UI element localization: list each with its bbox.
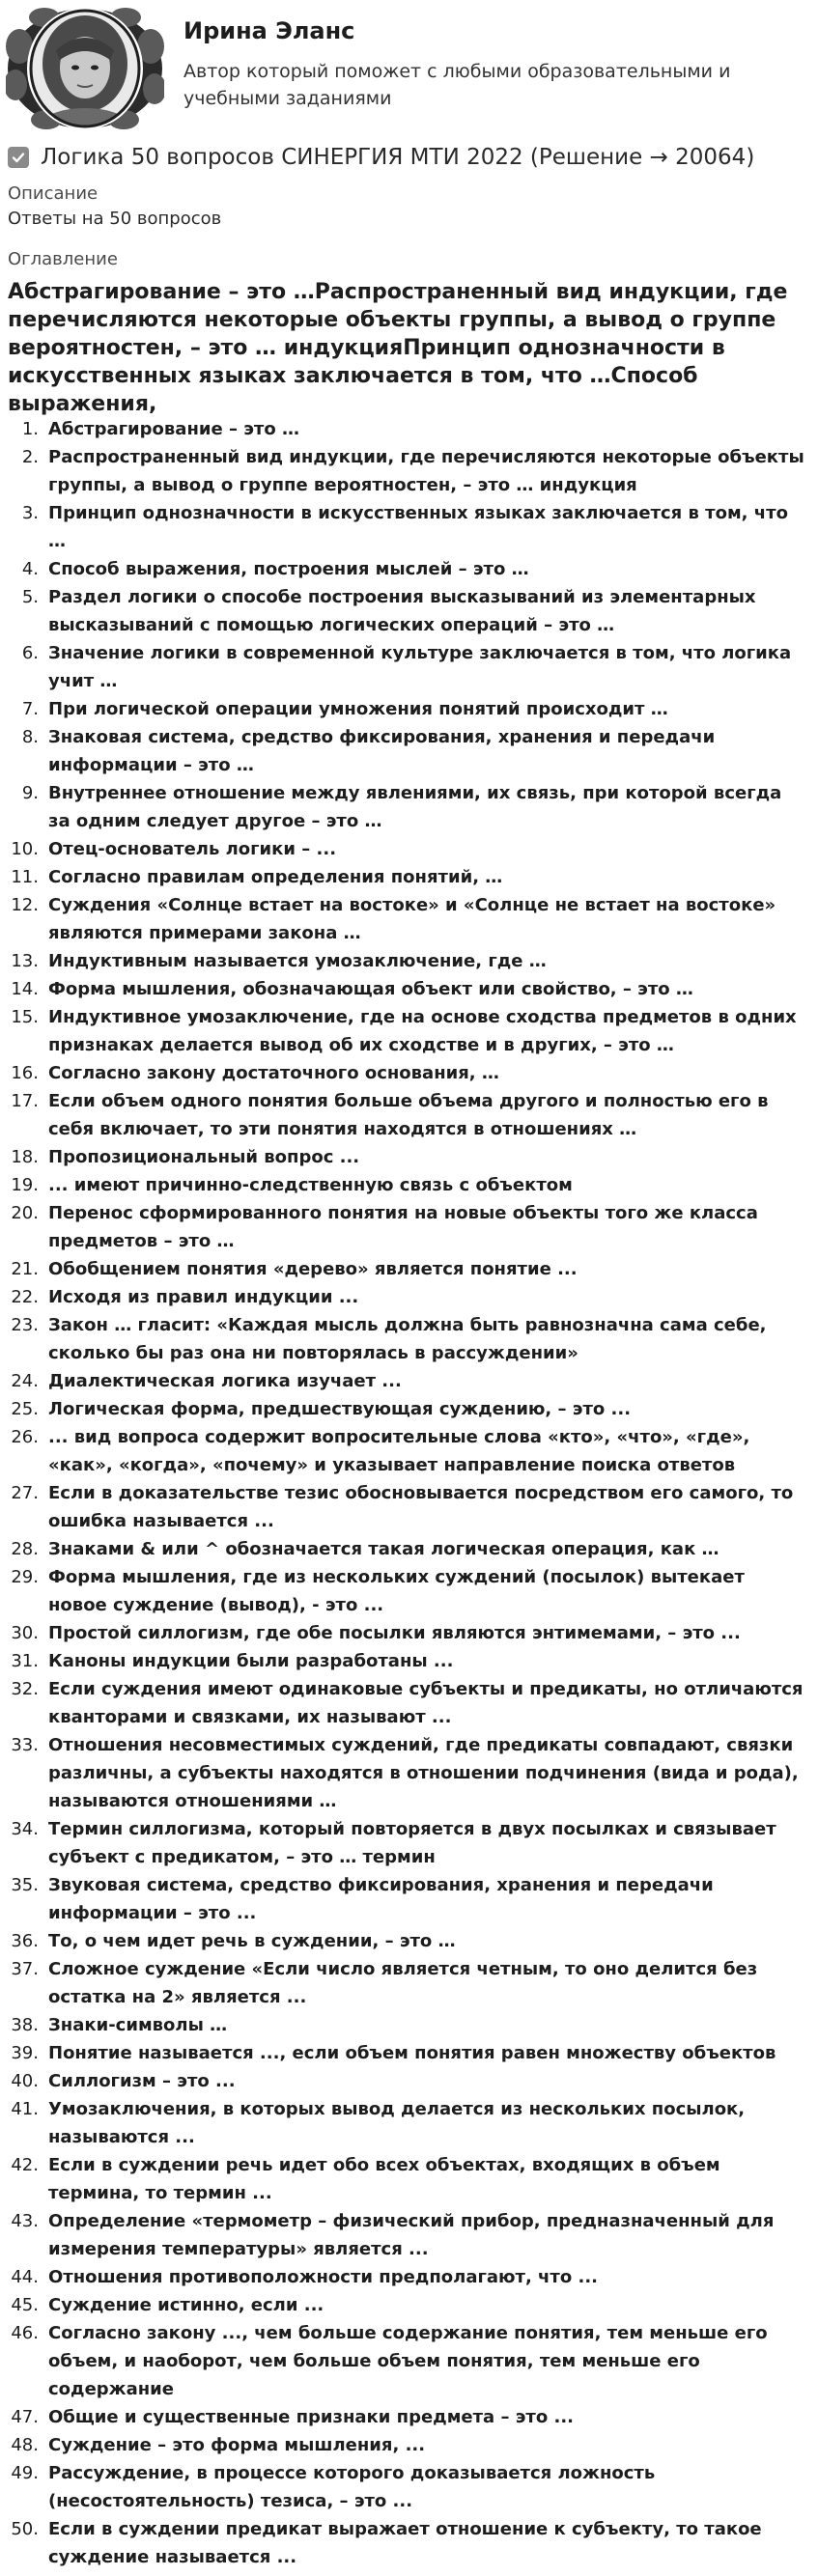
toc-item-link[interactable]: Согласно правилам определения понятий, … <box>48 867 503 887</box>
toc-item-link[interactable]: Суждение – это форма мышления, ... <box>48 2435 426 2455</box>
toc-item <box>0 779 818 835</box>
toc-item-link[interactable]: Простой силлогизм, где обе посылки являются энтимемами, – это ... <box>48 1623 741 1643</box>
toc-item-number: 49. <box>11 2463 39 2483</box>
toc-item-link[interactable]: Общие и существенные признаки предмета – это ... <box>48 2407 574 2427</box>
toc-item <box>0 2095 818 2151</box>
avatar[interactable] <box>6 8 164 129</box>
toc-item-link[interactable]: Знаковая система, средство фиксирования, хранения и передачи информации – это … <box>48 727 716 775</box>
toc-item <box>0 723 818 779</box>
toc-item-number: 5. <box>21 587 39 607</box>
toc-item <box>0 1563 818 1619</box>
author-description: Автор который поможет с любыми образовательными и учебными заданиями <box>183 61 731 109</box>
toc-item-link[interactable]: То, о чем идет речь в суждении, – это … <box>48 1931 456 1951</box>
toc-item-link[interactable]: Согласно закону ..., чем больше содержание понятия, тем меньше его объем, и наоборот, чем больше объем понятия, тем меньше его содержание <box>48 2323 768 2399</box>
toc-item-link[interactable]: Форма мышления, обозначающая объект или свойство, – это … <box>48 979 693 999</box>
toc-item-link[interactable]: Перенос сформированного понятия на новые объекты того же класса предметов – это … <box>48 1203 758 1251</box>
toc-item-link[interactable]: Если в доказательстве тезис обосновывается посредством его самого, то ошибка называется ... <box>48 1483 794 1531</box>
toc-item <box>0 1619 818 1647</box>
toc-item-link[interactable]: Определение «термометр – физический прибор, предназначенный для измерения температуры» является ... <box>48 2211 775 2259</box>
toc-item-link[interactable]: Индуктивным называется умозаключение, где … <box>48 951 547 971</box>
toc-item <box>0 2431 818 2459</box>
toc-item-link[interactable]: Звуковая система, средство фиксирования, хранения и передачи информации – это ... <box>48 1875 714 1923</box>
toc-item-link[interactable]: Способ выражения, построения мыслей – это … <box>48 559 529 579</box>
toc-item <box>0 695 818 723</box>
toc-item <box>0 1731 818 1815</box>
toc-item-link[interactable]: Если в суждении речь идет обо всех объектах, входящих в объем термина, то термин ... <box>48 2155 720 2203</box>
toc-item-number: 18. <box>11 1147 39 1167</box>
toc-item-number: 13. <box>11 951 39 971</box>
toc-item-link[interactable]: Значение логики в современной культуре заключается в том, что логика учит … <box>48 643 792 691</box>
toc-item <box>0 2515 818 2571</box>
toc-item-link[interactable]: Если объем одного понятия больше объема другого и полностью его в себя включает, то эти понятия находятся в отношениях … <box>48 1091 769 1139</box>
toc-item-link[interactable]: Термин силлогизма, который повторяется в двух посылках и связывает субъект с предикатом, – это … термин <box>48 1819 776 1867</box>
toc-item-number: 4. <box>21 559 39 579</box>
toc-item <box>0 1535 818 1563</box>
description-text: Ответы на 50 вопросов <box>8 209 222 229</box>
toc-item <box>0 1087 818 1143</box>
toc-item-link[interactable]: Понятие называется ..., если объем понятия равен множеству объектов <box>48 2043 776 2063</box>
toc-item <box>0 2067 818 2095</box>
toc-item-number: 26. <box>11 1427 39 1447</box>
toc-item-link[interactable]: Диалектическая логика изучает ... <box>48 1371 402 1391</box>
toc-item-link[interactable]: Раздел логики о способе построения высказываний из элементарных высказываний с помощью логических операций – это … <box>48 587 756 635</box>
toc-heading: Оглавление <box>8 249 118 269</box>
toc-item-link[interactable]: Отношения несовместимых суждений, где предикаты совпадают, связки различны, а субъекты находятся в отношении подчинения (вида и рода), называются отношениями … <box>48 1735 799 1811</box>
toc-item <box>0 1395 818 1423</box>
toc-item <box>0 1815 818 1871</box>
toc-item <box>0 835 818 863</box>
toc-item <box>0 2011 818 2039</box>
toc-item-link[interactable]: Отец-основатель логики – ... <box>48 839 337 859</box>
toc-item-link[interactable]: При логической операции умножения понятий происходит … <box>48 699 668 719</box>
toc-item <box>0 2291 818 2319</box>
toc-item-number: 17. <box>11 1091 39 1111</box>
toc-item-link[interactable]: Распространенный вид индукции, где перечисляются некоторые объекты группы, а вывод о группе вероятностен, – это … индукция <box>48 447 804 495</box>
toc-item-link[interactable]: Знаки-символы … <box>48 2015 228 2035</box>
toc-item-number: 16. <box>11 1063 39 1083</box>
toc-item-link[interactable]: Исходя из правил индукции ... <box>48 1287 359 1307</box>
toc-item-link[interactable]: Суждение истинно, если ... <box>48 2295 324 2315</box>
toc-item <box>0 2319 818 2403</box>
toc-item-number: 36. <box>11 1931 39 1951</box>
toc-item-number: 6. <box>21 643 39 663</box>
toc-item-number: 8. <box>21 727 39 747</box>
toc-item-number: 34. <box>11 1819 39 1839</box>
toc-item <box>0 947 818 975</box>
toc-item-link[interactable]: Пропозициональный вопрос ... <box>48 1147 360 1167</box>
toc-item-number: 41. <box>11 2099 39 2119</box>
toc-item-number: 38. <box>11 2015 39 2035</box>
toc-item-number: 46. <box>11 2323 39 2343</box>
toc-item-number: 44. <box>11 2267 39 2287</box>
toc-item-link[interactable]: Умозаключения, в которых вывод делается из нескольких посылок, называются ... <box>48 2099 746 2147</box>
toc-item <box>0 2151 818 2207</box>
toc-item <box>0 1955 818 2011</box>
toc-item <box>0 499 818 555</box>
toc-item-link[interactable]: Если в суждении предикат выражает отношение к субъекту, то такое суждение называется ... <box>48 2519 762 2567</box>
toc-item-number: 20. <box>11 1203 39 1223</box>
toc-item <box>0 1423 818 1479</box>
toc-item-number: 32. <box>11 1679 39 1699</box>
toc-item-number: 21. <box>11 1259 39 1279</box>
toc-item-number: 14. <box>11 979 39 999</box>
toc-item <box>0 2207 818 2263</box>
toc-item-number: 2. <box>21 447 39 467</box>
toc-item-number: 27. <box>11 1483 39 1503</box>
toc-item-link[interactable]: Если суждения имеют одинаковые субъекты и предикаты, но отличаются кванторами и связками, их называют ... <box>48 1679 804 1727</box>
toc-item-link[interactable]: Обобщением понятия «дерево» является понятие ... <box>48 1259 578 1279</box>
toc-item-link[interactable]: Знаками & или ^ обозначается такая логическая операция, как … <box>48 1539 719 1559</box>
toc-item <box>0 1059 818 1087</box>
toc-item <box>0 443 818 499</box>
toc-item-number: 33. <box>11 1735 39 1755</box>
toc-item-number: 30. <box>11 1623 39 1643</box>
toc-item-link[interactable]: ... имеют причинно-следственную связь с объектом <box>48 1175 573 1195</box>
toc-item-link[interactable]: Согласно закону достаточного основания, … <box>48 1063 499 1083</box>
toc-item <box>0 863 818 891</box>
toc-item <box>0 1871 818 1927</box>
toc-item-link[interactable]: Закон … гласит: «Каждая мысль должна быть равнозначна сама себе, сколько бы раз она ни повторялась в рассуждении» <box>48 1315 767 1363</box>
toc-item-link[interactable]: Сложное суждение «Если число является четным, то оно делится без остатка на 2» является ... <box>48 1959 758 2007</box>
toc-item-link[interactable]: Индуктивное умозаключение, где на основе сходства предметов в одних признаках делается вывод об их сходстве и в других, – это … <box>48 1007 797 1055</box>
toc-item <box>0 1367 818 1395</box>
toc-item-link[interactable]: Абстрагирование – это … <box>48 419 299 439</box>
toc-item-link[interactable]: Логическая форма, предшествующая суждению, – это ... <box>48 1399 632 1419</box>
toc-item <box>0 415 818 443</box>
toc-item <box>0 1255 818 1283</box>
toc-item <box>0 891 818 947</box>
toc-item <box>0 2039 818 2067</box>
toc-item-number: 23. <box>11 1315 39 1335</box>
product-title: Логика 50 вопросов СИНЕРГИЯ МТИ 2022 (Решение → 20064) <box>41 145 755 170</box>
toc-item <box>0 1171 818 1199</box>
toc-item <box>0 1311 818 1367</box>
author-name[interactable]: Ирина Эланс <box>183 17 355 44</box>
toc-item-link[interactable]: Форма мышления, где из нескольких суждений (посылок) вытекает новое суждение (вывод), - это ... <box>48 1567 745 1615</box>
toc-item-number: 1. <box>21 419 39 439</box>
toc-item-number: 19. <box>11 1175 39 1195</box>
toc-item-link[interactable]: Суждения «Солнце встает на востоке» и «Солнце не встает на востоке» являются примерами закона … <box>48 895 776 943</box>
toc-item-number: 7. <box>21 699 39 719</box>
toc-item-link[interactable]: Отношения противоположности предполагают, что ... <box>48 2267 598 2287</box>
toc-item <box>0 1675 818 1731</box>
toc-item-number: 39. <box>11 2043 39 2063</box>
toc-item-number: 35. <box>11 1875 39 1895</box>
toc-item-number: 42. <box>11 2155 39 2175</box>
toc-item-number: 28. <box>11 1539 39 1559</box>
toc-item-number: 3. <box>21 503 39 523</box>
toc-item-number: 37. <box>11 1959 39 1979</box>
toc-item <box>0 2403 818 2431</box>
toc-item-link[interactable]: Принцип однозначности в искусственных языках заключается в том, что … <box>48 503 788 551</box>
toc-item <box>0 1479 818 1535</box>
toc-item-number: 24. <box>11 1371 39 1391</box>
toc-item-number: 15. <box>11 1007 39 1027</box>
toc-item-number: 31. <box>11 1651 39 1671</box>
toc-item <box>0 1283 818 1311</box>
toc-item-number: 11. <box>11 867 39 887</box>
toc-item-link[interactable]: Силлогизм – это ... <box>48 2071 236 2091</box>
product-title-row <box>8 141 754 174</box>
description-heading: Описание <box>8 183 99 204</box>
toc-item-number: 43. <box>11 2211 39 2231</box>
toc-item <box>0 1199 818 1255</box>
toc-item <box>0 975 818 1003</box>
table-of-contents <box>0 415 818 2571</box>
toc-item <box>0 555 818 583</box>
toc-item <box>0 639 818 695</box>
toc-item <box>0 1003 818 1059</box>
toc-item-number: 29. <box>11 1567 39 1587</box>
toc-item-number: 22. <box>11 1287 39 1307</box>
toc-item <box>0 1927 818 1955</box>
toc-item-number: 40. <box>11 2071 39 2091</box>
toc-item <box>0 2459 818 2515</box>
toc-item-number: 47. <box>11 2407 39 2427</box>
toc-item-link[interactable]: ... вид вопроса содержит вопросительные слова «кто», «что», «где», «как», «когда», «почему» и указывает направление поиска ответов <box>48 1427 750 1475</box>
toc-item-number: 45. <box>11 2295 39 2315</box>
toc-item-number: 50. <box>11 2519 39 2539</box>
toc-item <box>0 1143 818 1171</box>
toc-item <box>0 2263 818 2291</box>
author-card <box>6 8 812 131</box>
checkbox-checked-icon <box>8 147 29 168</box>
toc-item-link[interactable]: Рассуждение, в процессе которого доказывается ложность (несостоятельность) тезиса, – это ... <box>48 2463 656 2511</box>
toc-item-link[interactable]: Внутреннее отношение между явлениями, их связь, при которой всегда за одним следует другое – это … <box>48 783 782 831</box>
toc-item <box>0 583 818 639</box>
toc-item-number: 9. <box>21 783 39 803</box>
toc-item-number: 48. <box>11 2435 39 2455</box>
toc-item <box>0 1647 818 1675</box>
toc-item-link[interactable]: Каноны индукции были разработаны ... <box>48 1651 454 1671</box>
toc-item-number: 12. <box>11 895 39 915</box>
toc-item-number: 10. <box>11 839 39 859</box>
toc-item-number: 25. <box>11 1399 39 1419</box>
toc-lead: Абстрагирование – это …Распространенный вид индукции, где перечисляются некоторые объекты группы, а вывод о группе вероятностен, – это … индукцияПринцип однозначности в искусственных языках заключается в том, что …Способ выражения, <box>8 280 788 416</box>
